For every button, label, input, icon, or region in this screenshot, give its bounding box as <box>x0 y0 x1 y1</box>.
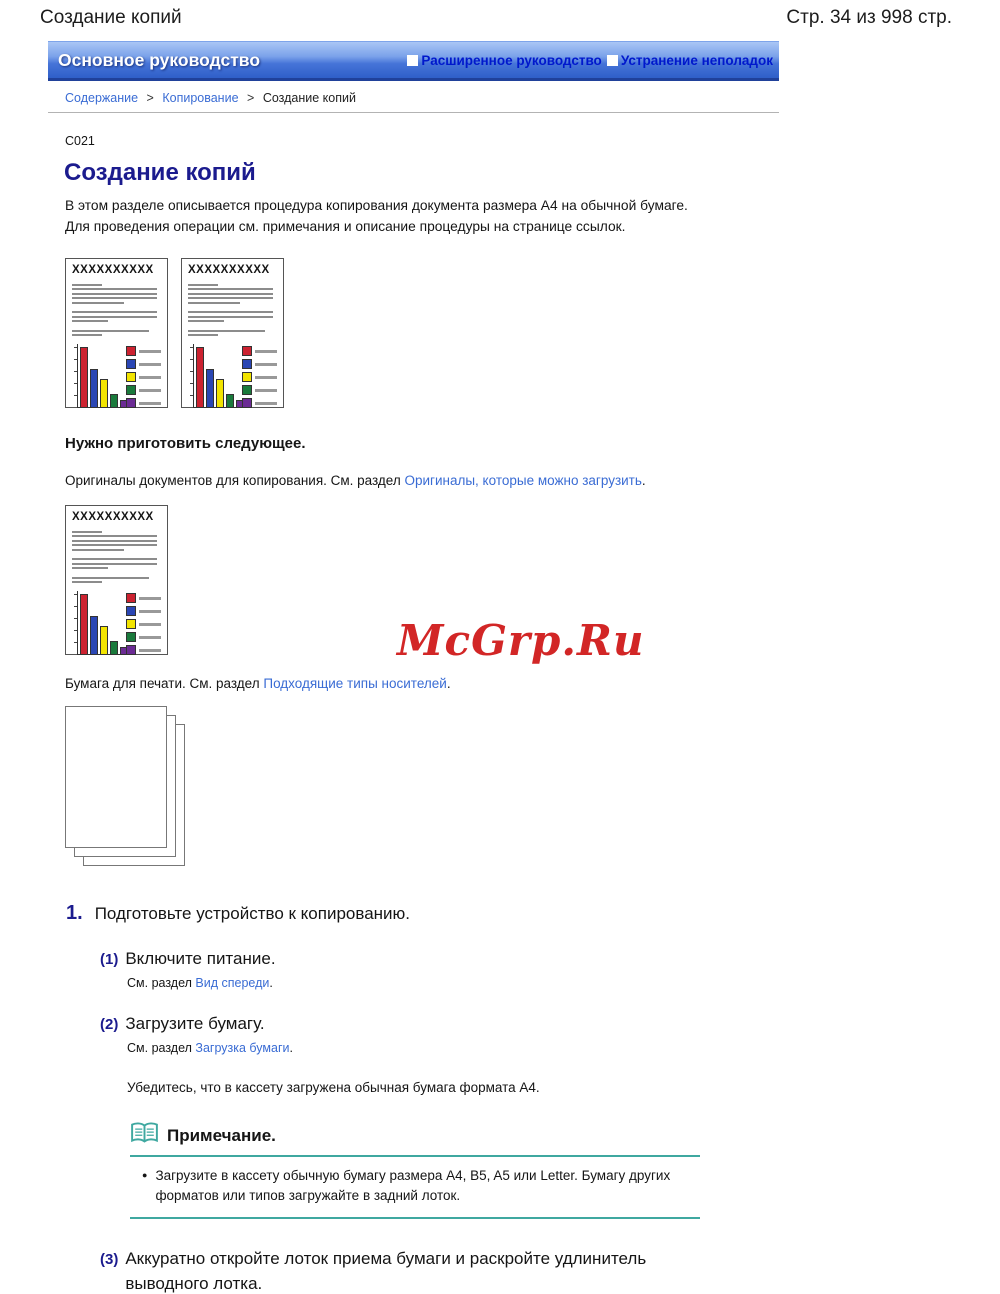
troubleshooting-label: Устранение неполадок <box>620 52 773 68</box>
loading-paper-link[interactable]: Загрузка бумаги <box>195 1040 290 1055</box>
breadcrumb-current: Создание копий <box>262 91 356 105</box>
see-text: См. раздел <box>127 976 196 991</box>
paper-text: Бумага для печати. См. раздел <box>65 676 264 692</box>
basic-guide-tab: Основное руководство <box>58 49 261 70</box>
section-code: C021 <box>65 134 95 148</box>
front-view-link[interactable]: Вид спереди <box>195 976 270 991</box>
originals-link[interactable]: Оригиналы, которые можно загрузить <box>404 473 642 489</box>
article-title: Создание копий <box>64 159 256 186</box>
intro-paragraph <box>65 196 1000 237</box>
advanced-guide-label: Расширенное руководство <box>421 52 602 68</box>
substep-2-text: Загрузите бумагу. <box>125 1014 265 1034</box>
substep-1-text: Включите питание. <box>125 949 276 969</box>
see-suffix: . <box>289 1040 293 1055</box>
page-number-info: Стр. 34 из 998 стр. <box>786 7 952 28</box>
document-thumbnails-row <box>65 258 1000 408</box>
navbar-links <box>407 53 773 68</box>
paper-link[interactable]: Подходящие типы носителей <box>263 676 447 692</box>
document-thumbnail <box>65 505 168 655</box>
checkbox-square-icon <box>607 55 618 66</box>
intro-line-2: Для проведения операции см. примечания и описание процедуры на странице ссылок. <box>65 218 626 234</box>
paper-stack-image <box>65 706 190 872</box>
paper-suffix: . <box>446 676 451 692</box>
breadcrumb-divider <box>48 112 779 113</box>
breadcrumb-contents-link[interactable]: Содержание <box>65 91 139 105</box>
note-box <box>130 1122 700 1220</box>
thumbnail-heading: XXXXXXXXXX <box>72 511 154 524</box>
substep-3-number: (3) <box>100 1251 119 1269</box>
substep-1-see-also <box>127 976 1000 990</box>
page-header <box>0 0 1000 29</box>
intro-line-1: В этом разделе описывается процедура копирования документа размера A4 на обычной бумаге. <box>65 198 688 213</box>
paper-sheet <box>65 706 167 848</box>
site-watermark: McGrp.Ru <box>397 616 645 665</box>
open-book-icon <box>130 1122 159 1150</box>
step-1 <box>66 902 1000 925</box>
substep-1 <box>100 947 1000 972</box>
originals-text: Оригиналы документов для копирования. См. раздел <box>65 473 405 489</box>
thumbnail-content <box>72 523 161 655</box>
see-suffix: . <box>269 976 273 991</box>
bullet-icon: ● <box>142 1169 148 1180</box>
note-box-header <box>130 1122 700 1157</box>
step-1-number: 1. <box>66 902 83 925</box>
substep-3-text: Аккуратно откройте лоток приема бумаги и раскройте удлинитель выводного лотка. <box>125 1249 647 1293</box>
thumbnail-content <box>72 276 161 408</box>
substep-2-see-also <box>127 1041 1000 1055</box>
breadcrumb <box>65 91 1000 105</box>
thumbnail-content <box>188 276 277 408</box>
breadcrumb-separator: > <box>247 91 255 105</box>
note-body <box>130 1157 700 1220</box>
thumbnail-heading: XXXXXXXXXX <box>72 264 154 277</box>
page-header-title: Создание копий <box>40 7 182 28</box>
prepare-heading: Нужно приготовить следующее. <box>65 435 306 453</box>
substep-3 <box>100 1247 1000 1294</box>
breadcrumb-copying-link[interactable]: Копирование <box>162 91 239 105</box>
substep-1-number: (1) <box>100 951 119 969</box>
originals-suffix: . <box>641 473 646 489</box>
see-text: См. раздел <box>127 1040 196 1055</box>
checkbox-square-icon <box>407 55 418 66</box>
note-bullet-text: Загрузите в кассету обычную бумагу размера A4, B5, A5 или Letter. Бумагу других форматов или типов загружайте в задний лоток. <box>155 1167 671 1203</box>
step-1-text: Подготовьте устройство к копированию. <box>94 904 411 924</box>
substep-2 <box>100 1012 1000 1037</box>
substep-2-number: (2) <box>100 1016 119 1034</box>
originals-paragraph <box>65 473 1000 488</box>
advanced-guide-link[interactable] <box>407 53 601 68</box>
document-thumbnail <box>181 258 284 408</box>
cassette-check-text: Убедитесь, что в кассету загружена обычная бумага формата A4. <box>127 1079 540 1095</box>
paper-paragraph <box>65 676 1000 691</box>
document-thumbnail <box>65 258 168 408</box>
troubleshooting-link[interactable] <box>607 53 773 68</box>
note-title: Примечание. <box>167 1125 276 1145</box>
guide-navbar <box>48 41 779 81</box>
thumbnail-heading: XXXXXXXXXX <box>188 264 270 277</box>
breadcrumb-separator: > <box>146 91 154 105</box>
